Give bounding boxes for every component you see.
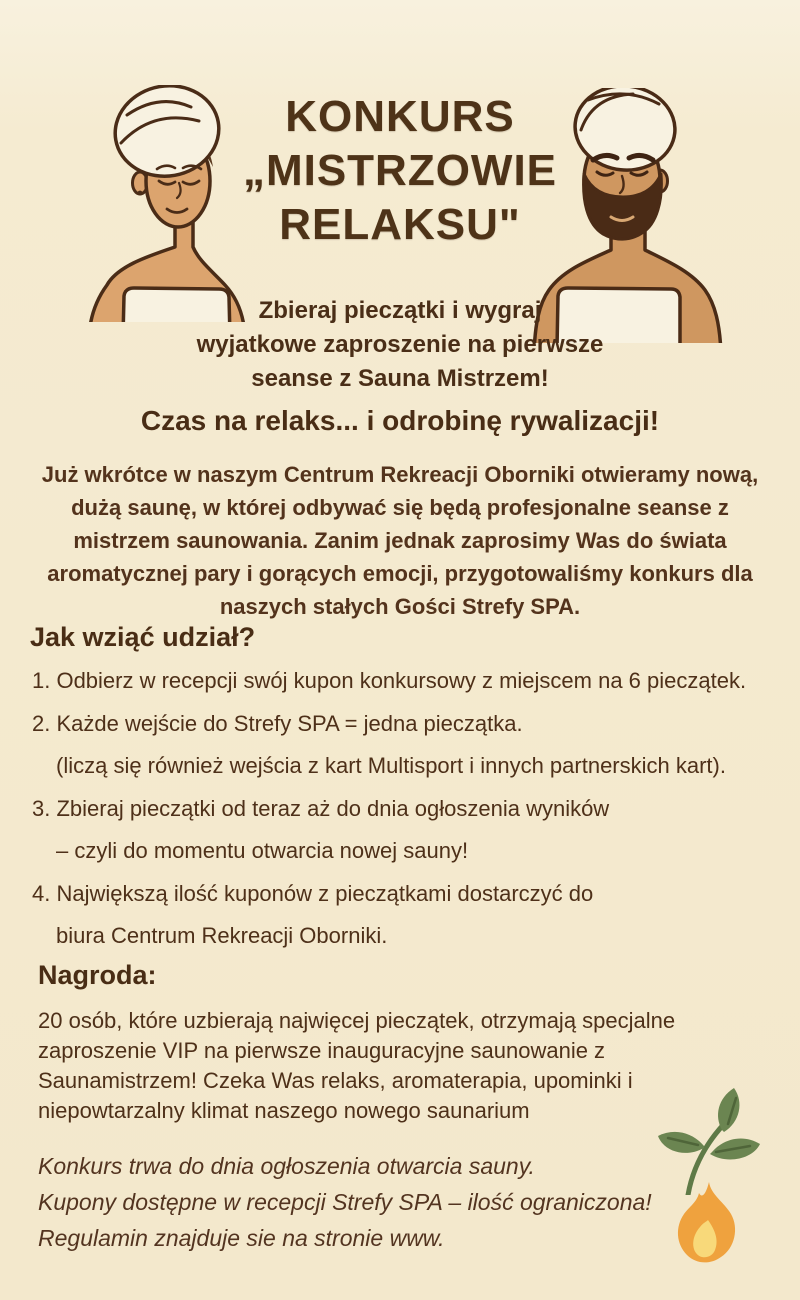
prize-paragraph: 20 osób, które uzbierają najwięcej pieczątek, otrzymają specjalne zaproszenie VIP na pierwsze inauguracyjne saunowanie z Saunamistrzem! Czeka Was relaks, aromaterapia, upominki i niepowtarzalny klimat naszego nowego saunarium [38, 1008, 676, 1123]
footer-note-line: Konkurs trwa do dnia ogłoszenia otwarcia sauny. [38, 1153, 535, 1179]
step-line-continuation: biura Centrum Rekreacji Oborniki. [56, 923, 388, 948]
footer-note-line: Kupony dostępne w recepcji Strefy SPA – ilość ograniczona! [38, 1189, 652, 1215]
step-line: 2. Każde wejście do Strefy SPA = jedna pieczątka. [32, 710, 523, 736]
prize-heading: Nagroda: [38, 960, 157, 990]
title-line-2: „MISTRZOWIE [242, 146, 558, 195]
step-line-continuation: (liczą się również wejścia z kart Multisport i innych partnerskich kart). [56, 753, 726, 778]
title-line-3: RELAKSU" [279, 200, 521, 249]
subtitle-line-2: wyjatkowe zaproszenie na pierwsze [196, 331, 604, 358]
how-to-steps [32, 660, 782, 958]
intro-paragraph: Już wkrótce w naszym Centrum Rekreacji Oborniki otwieramy nową, dużą saunę, w której odbywać się będą profesjonalne seanse z mistrzem saunowania. Zanim jednak zaprosimy Was do świata aromatycznej pary i gorących emocji, przygotowaliśmy konkurs dla naszych stałych Gości Strefy SPA. [41, 462, 759, 619]
footer-notes [38, 1148, 678, 1256]
leaf-sprig-icon [650, 1088, 765, 1195]
step-line: 1. Odbierz w recepcji swój kupon konkursowy z miejscem na 6 pieczątek. [32, 668, 747, 693]
how-to-heading: Jak wziąć udział? [30, 622, 256, 652]
subtitle-line-1: Zbieraj pieczątki i wygraj [258, 297, 542, 324]
poster-title [0, 90, 800, 252]
step-line-continuation: – czyli do momentu otwarcia nowej sauny! [56, 838, 469, 863]
step-line: 4. Największą ilość kuponów z pieczątkami dostarczyć do [32, 880, 594, 906]
subtitle-line-3: seanse z Sauna Mistrzem! [251, 365, 549, 392]
step-line: 3. Zbieraj pieczątki od teraz aż do dnia ogłoszenia wyników [32, 795, 610, 821]
poster-subtitle [0, 294, 800, 396]
tagline: Czas na relaks... i odrobinę rywalizacji! [140, 405, 660, 436]
flame-icon [672, 1182, 742, 1265]
title-line-1: KONKURS [285, 92, 515, 141]
footer-note-line: Regulamin znajduje sie na stronie www. [38, 1225, 445, 1251]
